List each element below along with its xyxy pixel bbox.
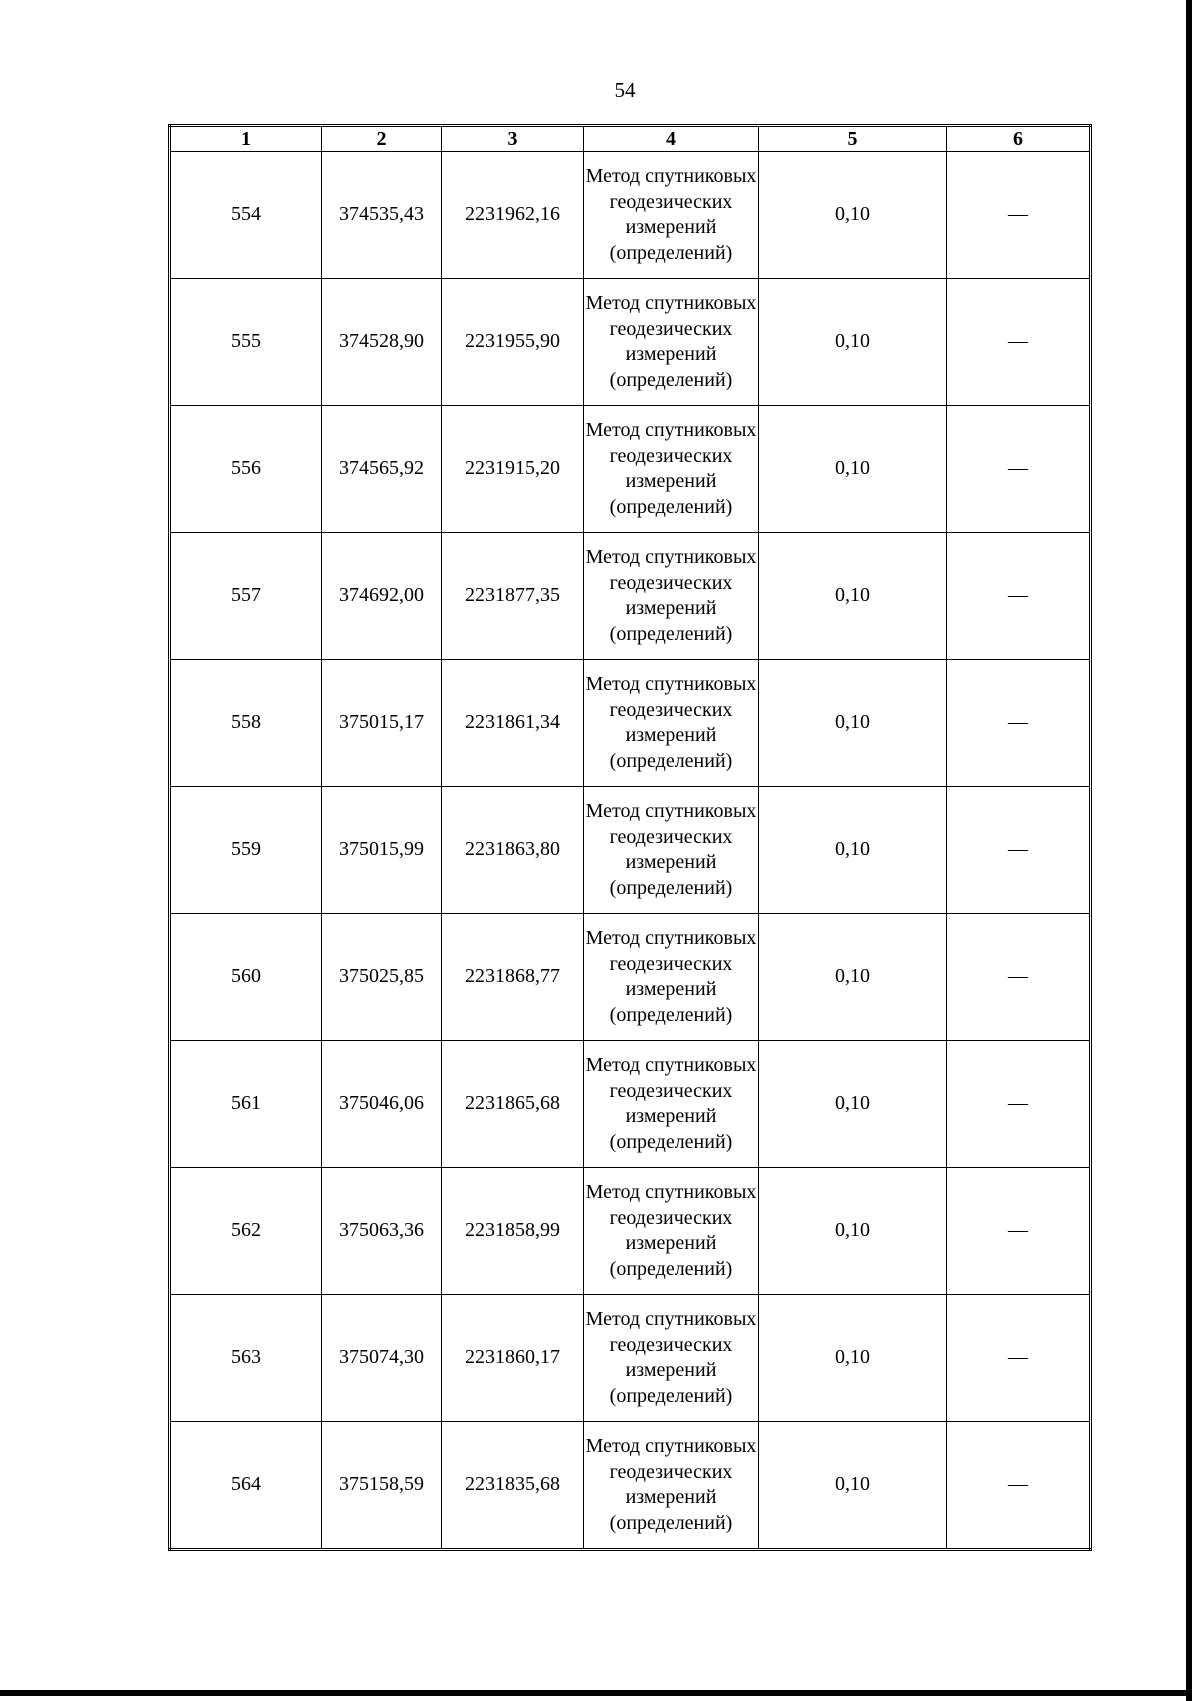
scan-border-bottom bbox=[0, 1690, 1192, 1696]
table-body bbox=[170, 152, 1091, 1550]
x-coordinate-cell: 375025,85 bbox=[322, 914, 442, 1041]
accuracy-cell: 0,10 bbox=[759, 660, 947, 787]
point-number-cell: 563 bbox=[170, 1295, 322, 1422]
accuracy-cell: 0,10 bbox=[759, 533, 947, 660]
accuracy-cell: 0,10 bbox=[759, 787, 947, 914]
x-coordinate-cell: 375015,17 bbox=[322, 660, 442, 787]
table-header-row bbox=[170, 126, 1091, 152]
point-number-cell: 559 bbox=[170, 787, 322, 914]
table-row bbox=[170, 787, 1091, 914]
y-coordinate-cell: 2231835,68 bbox=[442, 1422, 584, 1550]
x-coordinate-cell: 374528,90 bbox=[322, 279, 442, 406]
table-row bbox=[170, 660, 1091, 787]
note-cell: — bbox=[947, 1422, 1091, 1550]
table-row bbox=[170, 152, 1091, 279]
point-number-cell: 557 bbox=[170, 533, 322, 660]
point-number-cell: 560 bbox=[170, 914, 322, 1041]
method-cell: Метод спутниковых геодезических измерений (определений) bbox=[584, 533, 759, 660]
x-coordinate-cell: 375015,99 bbox=[322, 787, 442, 914]
x-coordinate-cell: 375063,36 bbox=[322, 1168, 442, 1295]
table-row bbox=[170, 533, 1091, 660]
y-coordinate-cell: 2231865,68 bbox=[442, 1041, 584, 1168]
accuracy-cell: 0,10 bbox=[759, 406, 947, 533]
y-coordinate-cell: 2231868,77 bbox=[442, 914, 584, 1041]
y-coordinate-cell: 2231962,16 bbox=[442, 152, 584, 279]
method-cell: Метод спутниковых геодезических измерений (определений) bbox=[584, 152, 759, 279]
note-cell: — bbox=[947, 1041, 1091, 1168]
note-cell: — bbox=[947, 152, 1091, 279]
column-header: 2 bbox=[322, 126, 442, 152]
scan-border-right bbox=[1186, 0, 1192, 1701]
y-coordinate-cell: 2231858,99 bbox=[442, 1168, 584, 1295]
x-coordinate-cell: 375046,06 bbox=[322, 1041, 442, 1168]
point-number-cell: 555 bbox=[170, 279, 322, 406]
note-cell: — bbox=[947, 406, 1091, 533]
x-coordinate-cell: 375074,30 bbox=[322, 1295, 442, 1422]
method-cell: Метод спутниковых геодезических измерений (определений) bbox=[584, 787, 759, 914]
method-cell: Метод спутниковых геодезических измерений (определений) bbox=[584, 914, 759, 1041]
method-cell: Метод спутниковых геодезических измерений (определений) bbox=[584, 1041, 759, 1168]
x-coordinate-cell: 374692,00 bbox=[322, 533, 442, 660]
accuracy-cell: 0,10 bbox=[759, 1422, 947, 1550]
method-cell: Метод спутниковых геодезических измерений (определений) bbox=[584, 660, 759, 787]
table-row bbox=[170, 914, 1091, 1041]
y-coordinate-cell: 2231915,20 bbox=[442, 406, 584, 533]
method-cell: Метод спутниковых геодезических измерений (определений) bbox=[584, 1422, 759, 1550]
column-header: 1 bbox=[170, 126, 322, 152]
note-cell: — bbox=[947, 1168, 1091, 1295]
table-row bbox=[170, 406, 1091, 533]
table-row bbox=[170, 1295, 1091, 1422]
point-number-cell: 564 bbox=[170, 1422, 322, 1550]
point-number-cell: 561 bbox=[170, 1041, 322, 1168]
accuracy-cell: 0,10 bbox=[759, 1168, 947, 1295]
note-cell: — bbox=[947, 279, 1091, 406]
note-cell: — bbox=[947, 660, 1091, 787]
table-row bbox=[170, 1422, 1091, 1550]
point-number-cell: 558 bbox=[170, 660, 322, 787]
note-cell: — bbox=[947, 914, 1091, 1041]
point-number-cell: 554 bbox=[170, 152, 322, 279]
method-cell: Метод спутниковых геодезических измерений (определений) bbox=[584, 1295, 759, 1422]
accuracy-cell: 0,10 bbox=[759, 914, 947, 1041]
accuracy-cell: 0,10 bbox=[759, 279, 947, 406]
x-coordinate-cell: 375158,59 bbox=[322, 1422, 442, 1550]
method-cell: Метод спутниковых геодезических измерений (определений) bbox=[584, 279, 759, 406]
table-row bbox=[170, 1168, 1091, 1295]
y-coordinate-cell: 2231861,34 bbox=[442, 660, 584, 787]
accuracy-cell: 0,10 bbox=[759, 1295, 947, 1422]
x-coordinate-cell: 374535,43 bbox=[322, 152, 442, 279]
method-cell: Метод спутниковых геодезических измерений (определений) bbox=[584, 1168, 759, 1295]
y-coordinate-cell: 2231955,90 bbox=[442, 279, 584, 406]
table-row bbox=[170, 1041, 1091, 1168]
note-cell: — bbox=[947, 1295, 1091, 1422]
coordinates-table bbox=[168, 124, 1092, 1551]
method-cell: Метод спутниковых геодезических измерений (определений) bbox=[584, 406, 759, 533]
accuracy-cell: 0,10 bbox=[759, 152, 947, 279]
column-header: 6 bbox=[947, 126, 1091, 152]
y-coordinate-cell: 2231877,35 bbox=[442, 533, 584, 660]
accuracy-cell: 0,10 bbox=[759, 1041, 947, 1168]
column-header: 4 bbox=[584, 126, 759, 152]
column-header: 5 bbox=[759, 126, 947, 152]
point-number-cell: 556 bbox=[170, 406, 322, 533]
note-cell: — bbox=[947, 533, 1091, 660]
x-coordinate-cell: 374565,92 bbox=[322, 406, 442, 533]
y-coordinate-cell: 2231863,80 bbox=[442, 787, 584, 914]
page-number: 54 bbox=[614, 78, 636, 102]
note-cell: — bbox=[947, 787, 1091, 914]
y-coordinate-cell: 2231860,17 bbox=[442, 1295, 584, 1422]
table-row bbox=[170, 279, 1091, 406]
point-number-cell: 562 bbox=[170, 1168, 322, 1295]
column-header: 3 bbox=[442, 126, 584, 152]
